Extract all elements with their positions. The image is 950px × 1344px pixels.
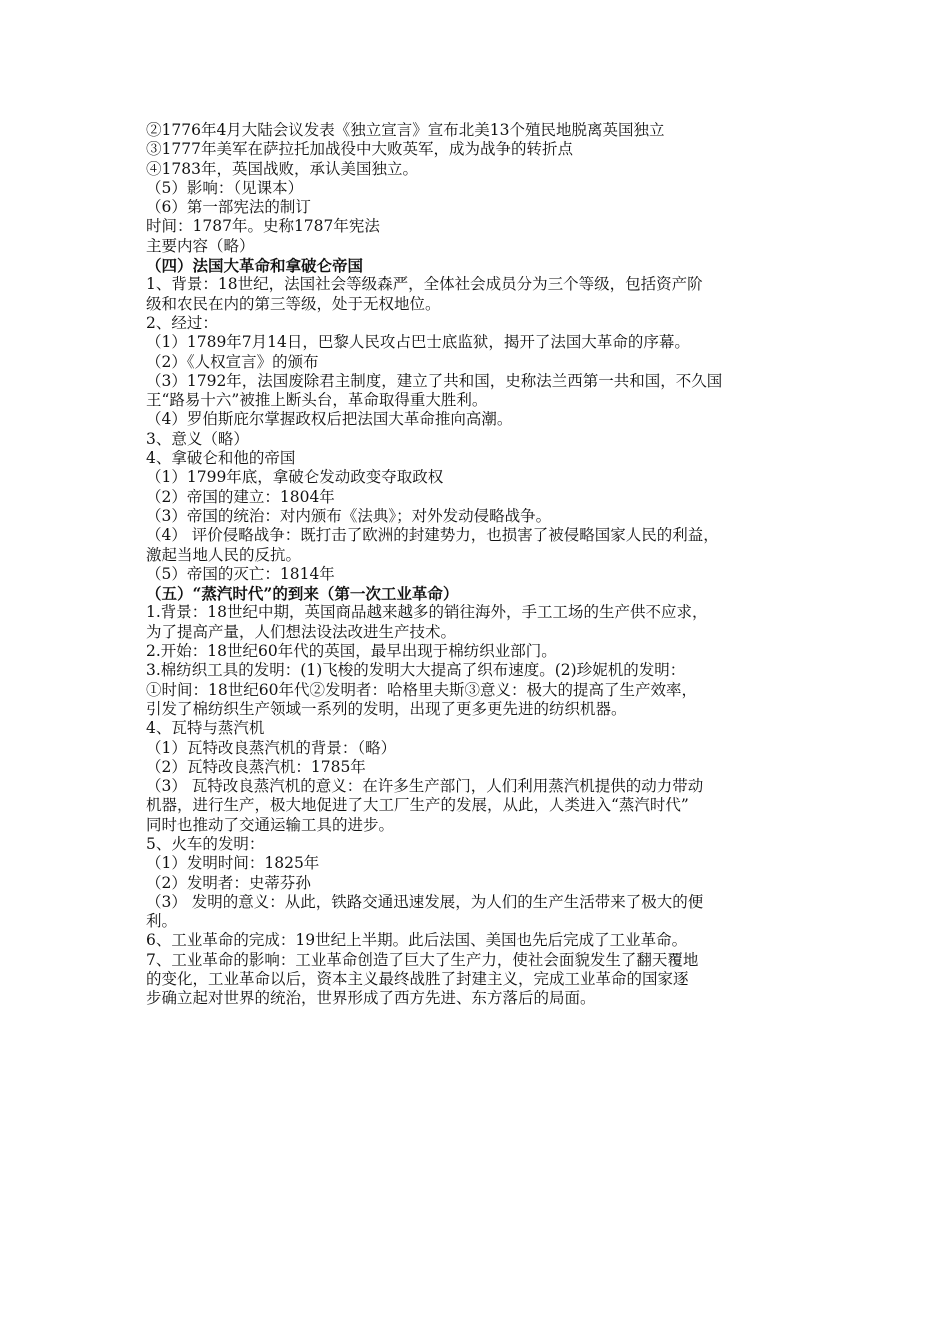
text-line: ④1783年，英国战败，承认美国独立。 — [146, 159, 418, 178]
text-line: （3）帝国的统治：对内颁布《法典》；对外发动侵略战争。 — [146, 506, 552, 525]
text-line: （2）发明者：史蒂芬孙 — [146, 873, 311, 892]
text-line: （5）帝国的灭亡：1814年 — [146, 564, 335, 583]
text-line: （5）影响：（见课本） — [146, 178, 304, 197]
text-line: 4、瓦特与蒸汽机 — [146, 719, 265, 738]
text-line: （2）帝国的建立：1804年 — [146, 487, 335, 506]
text-line: 步确立起对世界的统治，世界形成了西方先进、东方落后的局面。 — [146, 989, 596, 1008]
text-line: （2）瓦特改良蒸汽机：1785年 — [146, 757, 366, 776]
text-line: （3）1792年，法国废除君主制度，建立了共和国，史称法兰西第一共和国，不久国 — [146, 371, 723, 390]
text-line: 1.背景：18世纪中期，英国商品越来越多的销往海外，手工工场的生产供不应求， — [146, 603, 708, 622]
text-line: ①时间：18世纪60年代②发明者：哈格里夫斯③意义：极大的提高了生产效率， — [146, 680, 697, 699]
text-line: （1）1799年底，拿破仑发动政变夺取政权 — [146, 468, 444, 487]
text-line: 4、拿破仑和他的帝国 — [146, 449, 296, 468]
text-line: ③1777年美军在萨拉托加战役中大败英军，成为战争的转折点 — [146, 140, 573, 159]
section-heading: （五）“蒸汽时代”的到来（第一次工业革命） — [146, 584, 459, 604]
text-line: （1）瓦特改良蒸汽机的背景：（略） — [146, 738, 397, 757]
text-line: （3） 瓦特改良蒸汽机的意义：在许多生产部门，人们利用蒸汽机提供的动力带动 — [146, 777, 704, 796]
text-line: （1）发明时间：1825年 — [146, 854, 320, 873]
text-line: 为了提高产量，人们想法设法改进生产技术。 — [146, 622, 457, 641]
text-line: 2.开始：18世纪60年代的英国，最早出现于棉纺织业部门。 — [146, 642, 557, 661]
text-line: 1、背景：18世纪，法国社会等级森严，全体社会成员分为三个等级，包括资产阶 — [146, 275, 703, 294]
text-line: 激起当地人民的反抗。 — [146, 545, 302, 564]
text-line: 3.棉纺织工具的发明：(1)飞梭的发明大大提高了织布速度。(2)珍妮机的发明： — [146, 661, 686, 680]
text-line: （3） 发明的意义：从此，铁路交通迅速发展，为人们的生产生活带来了极大的便 — [146, 892, 704, 911]
text-line: 王“路易十六”被推上断头台，革命取得重大胜利。 — [146, 391, 488, 410]
text-line: 级和农民在内的第三等级，处于无权地位。 — [146, 294, 441, 313]
text-line: 2、经过： — [146, 313, 218, 332]
text-line: 机器，进行生产，极大地促进了大工厂生产的发展，从此，人类进入“蒸汽时代” — [146, 796, 689, 815]
text-line: （1）1789年7月14日，巴黎人民攻占巴士底监狱，揭开了法国大革命的序幕。 — [146, 333, 690, 352]
text-line: （4） 评价侵略战争：既打击了欧洲的封建势力，也损害了被侵略国家人民的利益， — [146, 526, 719, 545]
text-line: （4）罗伯斯庇尔掌握政权后把法国大革命推向高潮。 — [146, 410, 513, 429]
text-line: 的变化，工业革命以后，资本主义最终战胜了封建主义，完成工业革命的国家逐 — [146, 970, 689, 989]
text-line: 7、工业革命的影响：工业革命创造了巨大了生产力，使社会面貌发生了翻天覆地 — [146, 950, 699, 969]
text-line: ②1776年4月大陆会议发表《独立宣言》宣布北美13个殖民地脱离英国独立 — [146, 121, 665, 139]
text-line: 引发了棉纺织生产领域一系列的发明，出现了更多更先进的纺织机器。 — [146, 699, 627, 718]
text-line: 时间：1787年。史称1787年宪法 — [146, 217, 380, 236]
text-line: 6、工业革命的完成：19世纪上半期。此后法国、美国也先后完成了工业革命。 — [146, 931, 688, 950]
text-line: 3、意义（略） — [146, 429, 249, 448]
text-line: 同时也推动了交通运输工具的进步。 — [146, 815, 395, 834]
text-line: 利。 — [146, 912, 178, 931]
text-line: （6）第一部宪法的制订 — [146, 198, 311, 217]
section-heading: （四）法国大革命和拿破仑帝国 — [146, 256, 364, 276]
document-body — [146, 121, 826, 1009]
text-line: 5、火车的发明： — [146, 834, 265, 853]
text-line: 主要内容（略） — [146, 236, 255, 255]
text-line: （2）《人权宣言》的颁布 — [146, 352, 319, 371]
